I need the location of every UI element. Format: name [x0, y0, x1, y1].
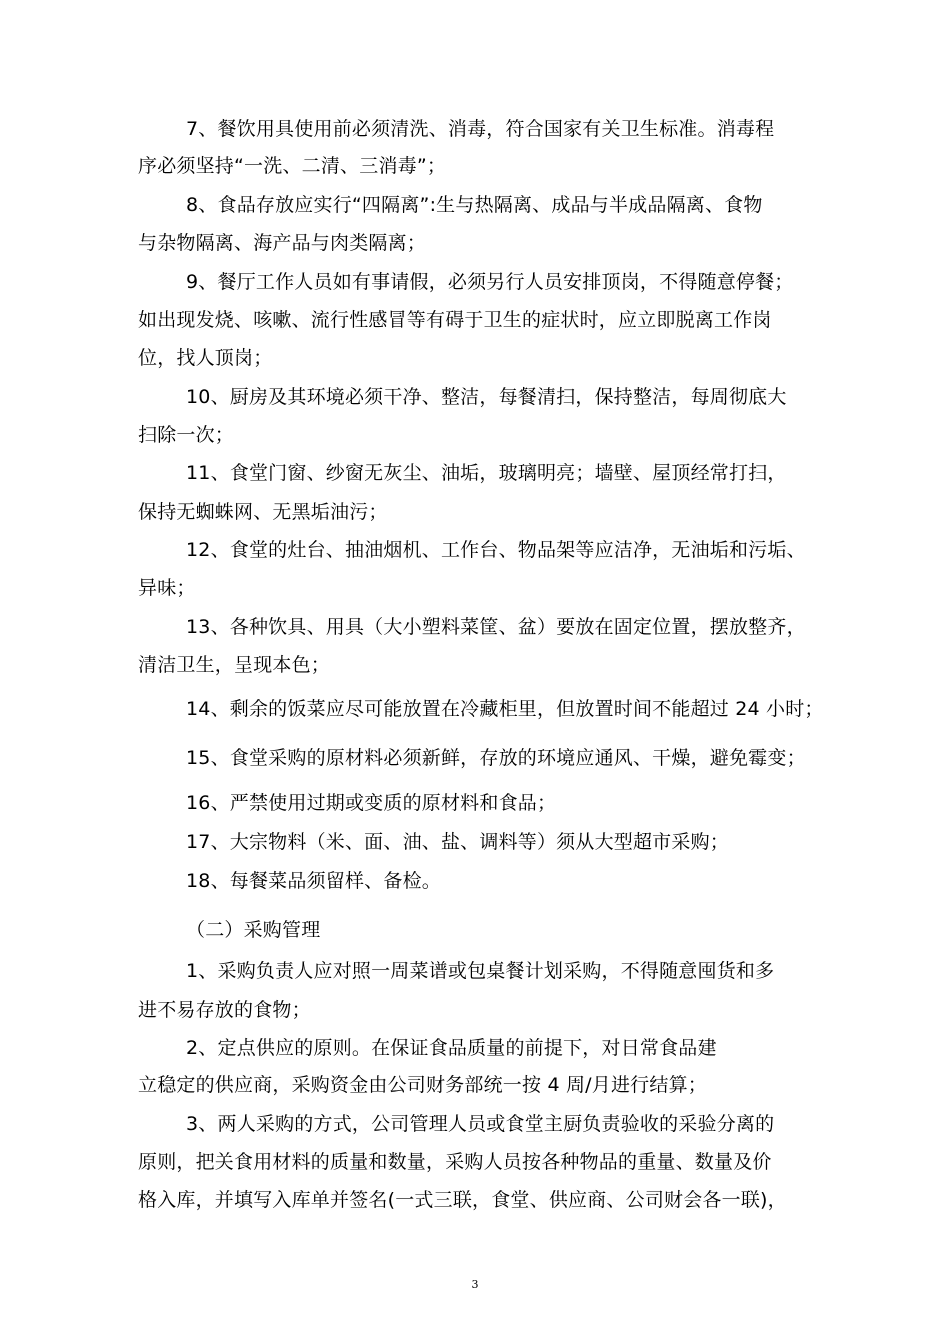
text-line: 立稳定的供应商，采购资金由公司财务部统一按 4 周/月进行结算； — [138, 1074, 707, 1096]
text-line: 14、剩余的饭菜应尽可能放置在冷藏柜里，但放置时间不能超过 24 小时； — [186, 698, 824, 720]
text-line: 与杂物隔离、海产品与肉类隔离； — [138, 232, 427, 254]
text-line: 位，找人顶岗； — [138, 347, 273, 369]
text-line: 异味； — [138, 577, 196, 599]
text-line: 16、严禁使用过期或变质的原材料和食品； — [186, 792, 557, 814]
text-line: 如出现发烧、咳嗽、流行性感冒等有碍于卫生的症状时，应立即脱离工作岗 — [138, 309, 772, 331]
text-line: 1、采购负责人应对照一周菜谱或包桌餐计划采购，不得随意囤货和多 — [186, 960, 775, 982]
page-number: 3 — [471, 1278, 479, 1291]
text-line: 3、两人采购的方式，公司管理人员或食堂主厨负责验收的采验分离的 — [186, 1113, 775, 1135]
section-heading: （二）采购管理 — [186, 919, 321, 941]
text-line: 18、每餐菜品须留样、备检。 — [186, 870, 441, 892]
text-line: 原则，把关食用材料的质量和数量，采购人员按各种物品的重量、数量及价 — [138, 1151, 772, 1173]
text-line: 序必须坚持“一洗、二清、三消毒”； — [138, 155, 447, 177]
text-line: 8、食品存放应实行“四隔离”:生与热隔离、成品与半成品隔离、食物 — [186, 194, 763, 216]
text-line: 2、定点供应的原则。在保证食品质量的前提下，对日常食品建 — [186, 1037, 717, 1059]
text-line: 15、食堂采购的原材料必须新鲜，存放的环境应通风、干燥，避免霉变； — [186, 747, 806, 769]
text-line: 清洁卫生，呈现本色； — [138, 654, 331, 676]
text-line: 11、食堂门窗、纱窗无灰尘、油垢，玻璃明亮；墙壁、屋顶经常打扫， — [186, 462, 787, 484]
text-line: 进不易存放的食物； — [138, 999, 311, 1021]
text-line: 10、厨房及其环境必须干净、整洁，每餐清扫，保持整洁，每周彻底大 — [186, 386, 787, 408]
text-line: 9、餐厅工作人员如有事请假，必须另行人员安排顶岗，不得随意停餐； — [186, 271, 794, 293]
text-line: 保持无蜘蛛网、无黑垢油污； — [138, 501, 388, 523]
text-line: 12、食堂的灶台、抽油烟机、工作台、物品架等应洁净，无油垢和污垢、 — [186, 539, 806, 561]
text-line: 17、大宗物料（米、面、油、盐、调料等）须从大型超市采购； — [186, 831, 729, 853]
text-line: 扫除一次； — [138, 424, 235, 446]
text-line: 13、各种饮具、用具（大小塑料菜筐、盆）要放在固定位置，摆放整齐， — [186, 616, 806, 638]
text-line: 格入库，并填写入库单并签名(一式三联，食堂、供应商、公司财会各一联)， — [138, 1189, 787, 1211]
text-line: 7、餐饮用具使用前必须清洗、消毒，符合国家有关卫生标准。消毒程 — [186, 118, 775, 140]
